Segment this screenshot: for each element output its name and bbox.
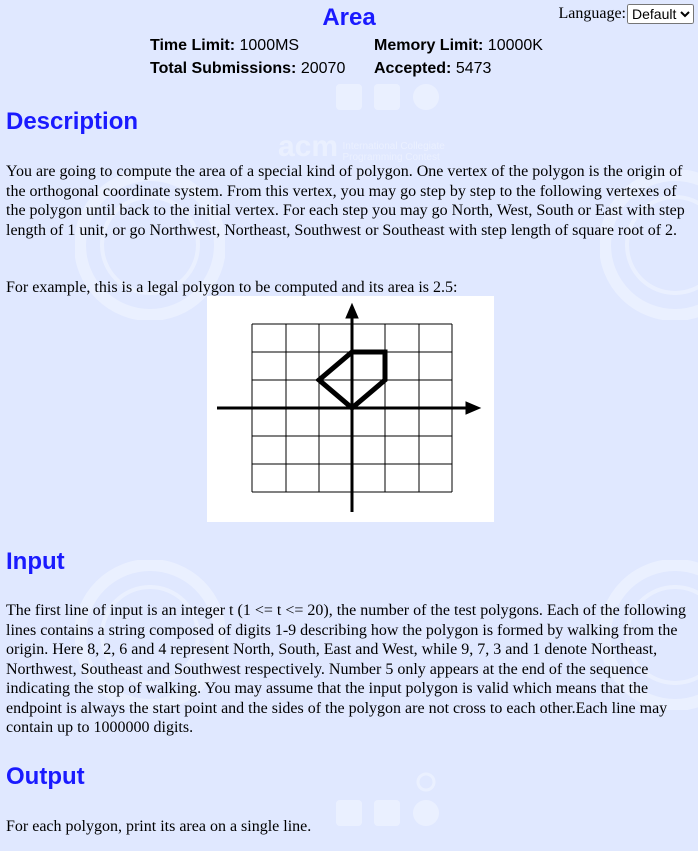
watermark-acm: acm International Collegiate Programming Contest [278, 130, 445, 163]
page-title: Area [322, 4, 376, 31]
total-submissions-label: Total Submissions: [150, 60, 297, 77]
language-label: Language: [558, 5, 626, 22]
accepted-value: 5473 [455, 60, 492, 77]
example-text: For example, this is a legal polygon to be computed and its area is 2.5: [6, 279, 458, 296]
language-select[interactable] [627, 4, 694, 24]
description-heading: Description [6, 108, 139, 135]
memory-limit-value: 10000K [487, 37, 543, 54]
memory-limit-label: Memory Limit: [374, 37, 484, 54]
input-text: The first line of input is an integer t (1 <= t <= 20), the number of the test polygons. Each of the following lines contains a string composed of digits 1-9 describing how the polygon is formed by walking from the origin. Here 8, 2, 6 and 4 represent North, South, East and West, while 9, 7, 3 and 1 denote Northeast, Northwest, Southeast and Southwest respectively. Number 5 only appears at the end of the sequence indicating the stop of walking. You may assume that the input polygon is valid which means that the endpoint is always the start point and the sides of the polygon are not cross to each other.Each line may contain up to 1000000 digits. [6, 602, 686, 736]
time-limit-value: 1000MS [239, 37, 300, 54]
input-heading: Input [6, 548, 65, 575]
watermark-logo-top [330, 80, 450, 115]
problem-limits [150, 34, 543, 80]
language-selector [558, 4, 694, 24]
output-heading: Output [6, 763, 85, 790]
total-submissions-value: 20070 [300, 60, 346, 77]
accepted-label: Accepted: [374, 60, 452, 77]
polygon-example-figure [207, 296, 494, 522]
description-text: You are going to compute the area of a special kind of polygon. One vertex of the polygon is the origin of the orthogonal coordinate system. From this vertex, you may go step by step to the following vertexes of the polygon until back to the initial vertex. For each step you may go North, West, South or East with step length of 1 unit, or go Northwest, Northeast, Southwest or Southeast with step length of square root of 2. [6, 163, 685, 239]
output-text: For each polygon, print its area on a single line. [6, 818, 312, 835]
time-limit-label: Time Limit: [150, 37, 236, 54]
